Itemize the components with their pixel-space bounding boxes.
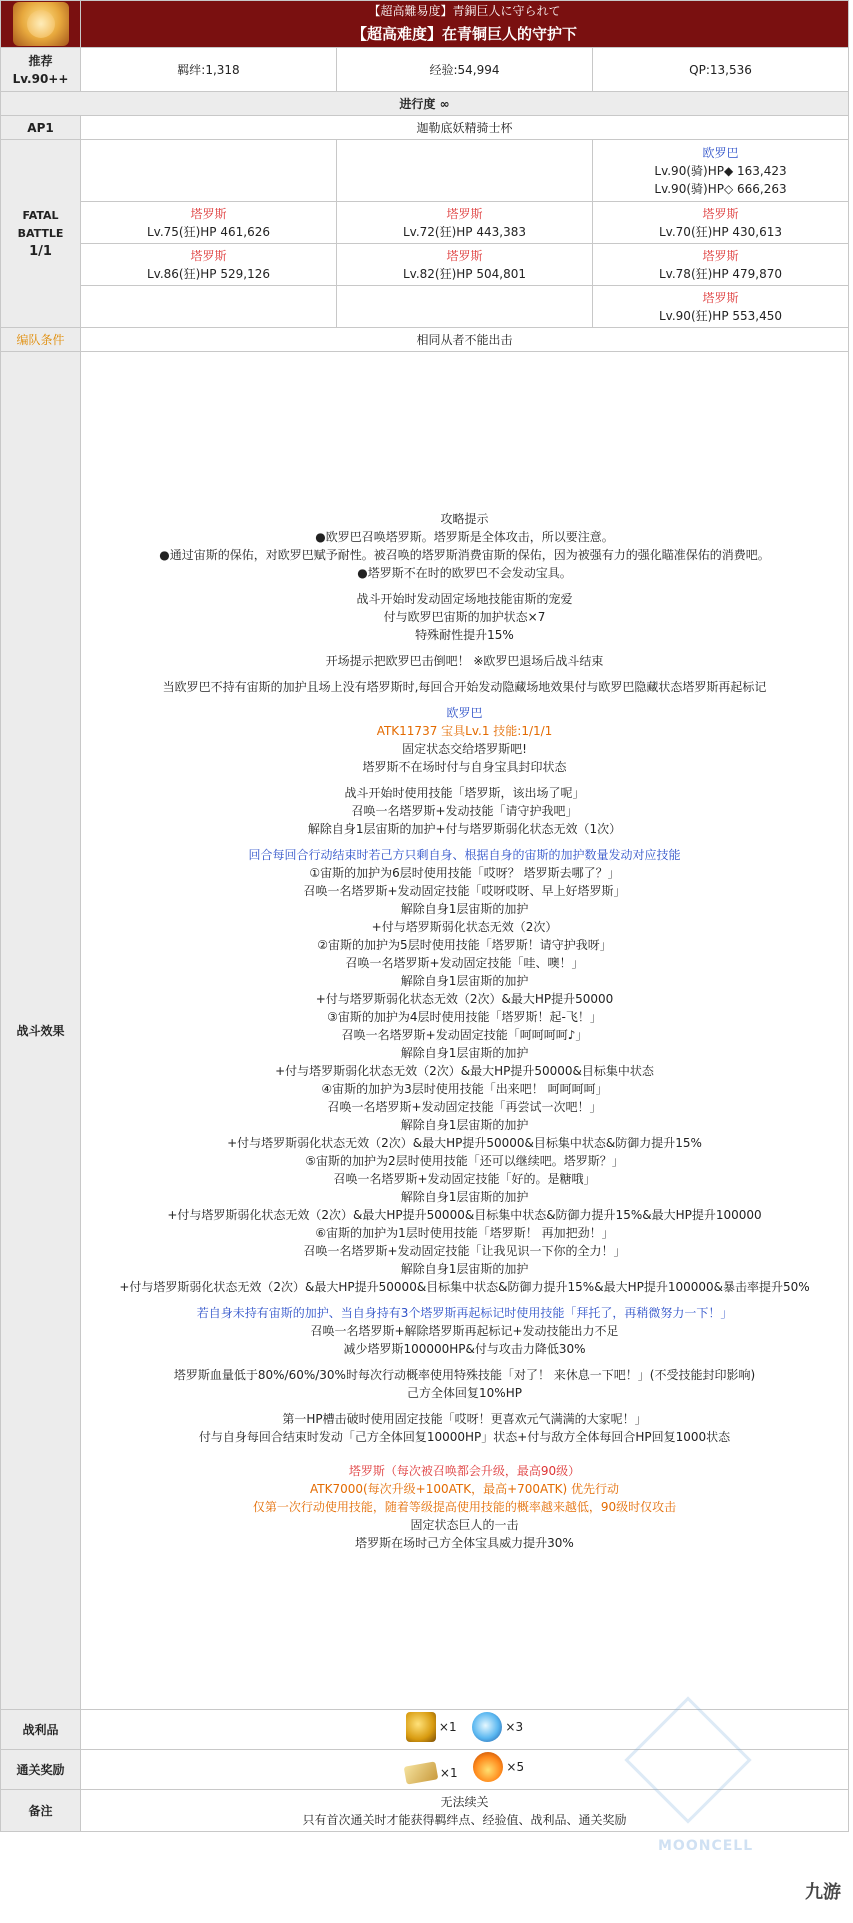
effect-line: 塔罗斯血量低于80%/60%/30%时每次行动概率使用特殊技能「对了！ 来休息一下吧！」(不受技能封印影响)	[173, 1367, 756, 1382]
effect-line: 召唤一名塔罗斯+发动固定技能「呵呵呵呵♪」	[341, 1027, 588, 1042]
enemy-talos	[337, 244, 593, 286]
effect-line: +付与塔罗斯弱化状态无效（2次）&最大HP提升50000&目标集中状态	[275, 1063, 654, 1078]
servant-avatar-cell	[1, 1, 81, 48]
effect-line: 解除自身1层宙斯的加护	[400, 1045, 529, 1060]
reward-count: ×1	[439, 1766, 458, 1780]
ap-label: AP1	[1, 116, 81, 140]
effect-line: 召唤一名塔罗斯+发动固定技能「再尝试一次吧！」	[327, 1099, 602, 1114]
effect-line: 开场提示把欧罗巴击倒吧！ ※欧罗巴退场后战斗结束	[325, 653, 604, 668]
effect-line: ATK7000(每次升级+100ATK，最高+700ATK) 优先行动	[309, 1481, 620, 1496]
notes-line: 无法续关	[440, 1794, 489, 1809]
effect-line: 战斗开始时发动固定场地技能宙斯的宠爱	[356, 591, 573, 606]
quest-title-cn: 【超高难度】在青铜巨人的守护下	[352, 25, 578, 43]
effect-line: ⑥宙斯的加护为1层时使用技能「塔罗斯！ 再加把劲！」	[315, 1225, 614, 1240]
effect-line: 固定状态巨人的一击	[410, 1517, 519, 1532]
drop-item[interactable]	[406, 1712, 457, 1742]
quest-title-jp: 【超高難易度】青銅巨人に守られて	[368, 4, 561, 18]
effect-line: 当欧罗巴不持有宙斯的加护且场上没有塔罗斯时,每回合开始发动隐藏场地效果付与欧罗巴隐藏状态塔罗斯再起标记	[162, 679, 767, 694]
effect-line: 付与自身每回合结束时发动「己方全体回复10000HP」状态+付与敌方全体每回合HP回复1000状态	[198, 1429, 731, 1444]
enemy-stat: Lv.72(狂)HP 443,383	[402, 224, 526, 239]
ap-row	[1, 116, 849, 140]
effect-line: 塔罗斯在场时己方全体宝具威力提升30%	[355, 1535, 574, 1550]
enemy-talos	[593, 286, 849, 328]
notes-value	[81, 1790, 849, 1832]
drops-label: 战利品	[1, 1710, 81, 1750]
effect-line: +付与塔罗斯弱化状态无效（2次）&最大HP提升50000&目标集中状态&防御力提升15%&最大HP提升100000	[167, 1207, 762, 1222]
effect-line: 第一HP槽击破时使用固定技能「哎呀！更喜欢元气满满的大家呢！」	[282, 1411, 647, 1426]
effect-line: 解除自身1层宙斯的加护	[400, 1261, 529, 1276]
rewards-label: 通关奖励	[1, 1750, 81, 1790]
enemy-talos	[81, 244, 337, 286]
enemy-name: 塔罗斯	[702, 290, 739, 305]
formation-value: 相同从者不能出击	[81, 328, 849, 352]
rec-row	[1, 48, 849, 92]
enemy-name: 塔罗斯	[446, 248, 483, 263]
effect-line: 减少塔罗斯100000HP&付与攻击力降低30%	[343, 1341, 586, 1356]
enemy-stat: Lv.70(狂)HP 430,613	[659, 224, 783, 239]
notes-label: 备注	[1, 1790, 81, 1832]
effect-line: 战斗开始时使用技能「塔罗斯，该出场了呢」	[344, 785, 585, 800]
reward-item[interactable]	[473, 1752, 524, 1782]
effect-line: 固定状态交给塔罗斯吧!	[402, 741, 527, 756]
effect-line: 解除自身1层宙斯的加护	[400, 901, 529, 916]
effect-line: 欧罗巴	[446, 705, 483, 720]
formation-row	[1, 328, 849, 352]
formation-label: 编队条件	[1, 328, 81, 352]
effect-line: 特殊耐性提升15%	[415, 627, 514, 642]
drop-count: ×3	[505, 1720, 524, 1734]
ap-value: 迦勒底妖精骑士杯	[81, 116, 849, 140]
site-logo: 九游	[805, 1882, 841, 1903]
servant-avatar-icon	[13, 2, 69, 46]
effect-line: ②宙斯的加护为5层时使用技能「塔罗斯！请守护我呀」	[317, 937, 612, 952]
effect-line: 解除自身1层宙斯的加护	[400, 1117, 529, 1132]
enemy-talos	[337, 202, 593, 244]
gold-mask-icon	[406, 1712, 436, 1742]
effect-line: 塔罗斯（每次被召唤都会升级，最高90级）	[348, 1463, 581, 1478]
watermark-text: MOONCELL	[658, 1838, 754, 1854]
enemy-stat: Lv.86(狂)HP 529,126	[146, 266, 270, 281]
effect-line: 解除自身1层宙斯的加护	[400, 1189, 529, 1204]
enemy-hp-2: Lv.90(骑)HP◇ 666,263	[654, 181, 787, 196]
flame-gem-icon	[473, 1752, 503, 1782]
enemy-talos	[593, 202, 849, 244]
enemy-slot-empty	[337, 286, 593, 328]
effect-line: 解除自身1层宙斯的加护	[400, 973, 529, 988]
bond-value: 羁绊:1,318	[81, 48, 337, 92]
enemy-hp-1: Lv.90(骑)HP◆ 163,423	[654, 163, 787, 178]
effect-line: 若自身未持有宙斯的加护、当自身持有3个塔罗斯再起标记时使用技能「拜托了，再稍微努力一下！」	[196, 1305, 733, 1320]
effect-line: ⑤宙斯的加护为2层时使用技能「还可以继续吧。塔罗斯？」	[305, 1153, 624, 1168]
enemy-stat: Lv.90(狂)HP 553,450	[659, 308, 783, 323]
enemy-name: 塔罗斯	[190, 206, 227, 221]
enemy-slot-empty	[81, 286, 337, 328]
effect-line: 付与欧罗巴宙斯的加护状态×7	[383, 609, 546, 624]
header-row	[1, 1, 849, 48]
effect-line: 回合每回合行动结束时若己方只剩自身、根据自身的宙斯的加护数量发动对应技能	[248, 847, 681, 862]
enemy-talos	[593, 244, 849, 286]
effect-line: 塔罗斯不在场时付与自身宝具封印状态	[362, 759, 567, 774]
effects-row	[1, 352, 849, 1710]
effect-line: +付与塔罗斯弱化状态无效（2次）&最大HP提升50000&目标集中状态&防御力提升15%&最大HP提升100000&暴击率提升50%	[119, 1279, 810, 1294]
effect-line: ●通过宙斯的保佑，对欧罗巴赋予耐性。被召唤的塔罗斯消费宙斯的保佑，因为被强有力的强化瞄准保佑的消费吧。	[159, 547, 770, 562]
enemy-name: 塔罗斯	[702, 248, 739, 263]
drop-item[interactable]	[472, 1712, 523, 1742]
enemy-europa	[593, 140, 849, 202]
effect-line: ④宙斯的加护为3层时使用技能「出来吧！ 呵呵呵呵」	[321, 1081, 608, 1096]
effect-line: ③宙斯的加护为4层时使用技能「塔罗斯！起-飞！」	[327, 1009, 602, 1024]
effect-line: ●欧罗巴召唤塔罗斯。塔罗斯是全体攻击，所以要注意。	[315, 529, 614, 544]
battle-effects	[81, 352, 849, 1710]
progress-label: 进行度 ∞	[1, 92, 849, 116]
effect-line: 己方全体回复10%HP	[407, 1385, 522, 1400]
effect-line: ATK11737 宝具Lv.1 技能:1/1/1	[376, 723, 553, 738]
enemy-stat: Lv.75(狂)HP 461,626	[146, 224, 270, 239]
exp-value: 经验:54,994	[337, 48, 593, 92]
enemy-stat: Lv.82(狂)HP 504,801	[402, 266, 526, 281]
effect-line: ●塔罗斯不在时的欧罗巴不会发动宝具。	[357, 565, 572, 580]
scroll-icon	[404, 1761, 439, 1784]
effect-line: 召唤一名塔罗斯+发动固定技能「哎呀哎呀、早上好塔罗斯」	[303, 883, 626, 898]
effect-line: 仅第一次行动使用技能，随着等级提高使用技能的概率越来越低，90级时仅攻击	[252, 1499, 677, 1514]
drop-count: ×1	[438, 1720, 457, 1734]
notes-line: 只有首次通关时才能获得羁绊点、经验值、战利品、通关奖励	[302, 1812, 627, 1827]
enemy-slot-empty	[81, 140, 337, 202]
effect-line: 攻略提示	[440, 511, 489, 526]
enemy-name: 欧罗巴	[702, 145, 739, 160]
effect-line: 召唤一名塔罗斯+发动固定技能「让我见识一下你的全力！」	[303, 1243, 626, 1258]
enemy-talos	[81, 202, 337, 244]
effects-label: 战斗效果	[1, 352, 81, 1710]
enemy-slot-empty	[337, 140, 593, 202]
enemy-name: 塔罗斯	[190, 248, 227, 263]
enemy-stat: Lv.78(狂)HP 479,870	[659, 266, 783, 281]
quest-title	[81, 1, 849, 48]
effect-line: 召唤一名塔罗斯+解除塔罗斯再起标记+发动技能出力不足	[310, 1323, 619, 1338]
fatal-battle-label: FATAL BATTLE 1/1	[1, 140, 81, 328]
rec-level-label: 推荐 Lv.90++	[1, 48, 81, 92]
notes-row	[1, 1790, 849, 1832]
blue-orb-icon	[472, 1712, 502, 1742]
enemy-name: 塔罗斯	[446, 206, 483, 221]
effect-line: 召唤一名塔罗斯+发动固定技能「哇、噢！」	[345, 955, 584, 970]
effect-line: +付与塔罗斯弱化状态无效（2次）&最大HP提升50000	[315, 991, 614, 1006]
effect-line: ①宙斯的加护为6层时使用技能「哎呀？ 塔罗斯去哪了？」	[309, 865, 620, 880]
effect-line: 召唤一名塔罗斯+发动固定技能「好的。是糖哦」	[333, 1171, 596, 1186]
reward-item[interactable]	[405, 1764, 458, 1782]
effect-line: +付与塔罗斯弱化状态无效（2次）&最大HP提升50000&目标集中状态&防御力提升15%	[227, 1135, 702, 1150]
effect-line: 解除自身1层宙斯的加护+付与塔罗斯弱化状态无效（1次）	[307, 821, 622, 836]
effect-line: 召唤一名塔罗斯+发动技能「请守护我吧」	[351, 803, 578, 818]
reward-count: ×5	[506, 1760, 525, 1774]
qp-value: QP:13,536	[593, 48, 849, 92]
enemy-name: 塔罗斯	[702, 206, 739, 221]
effect-line: +付与塔罗斯弱化状态无效（2次）	[371, 919, 558, 934]
